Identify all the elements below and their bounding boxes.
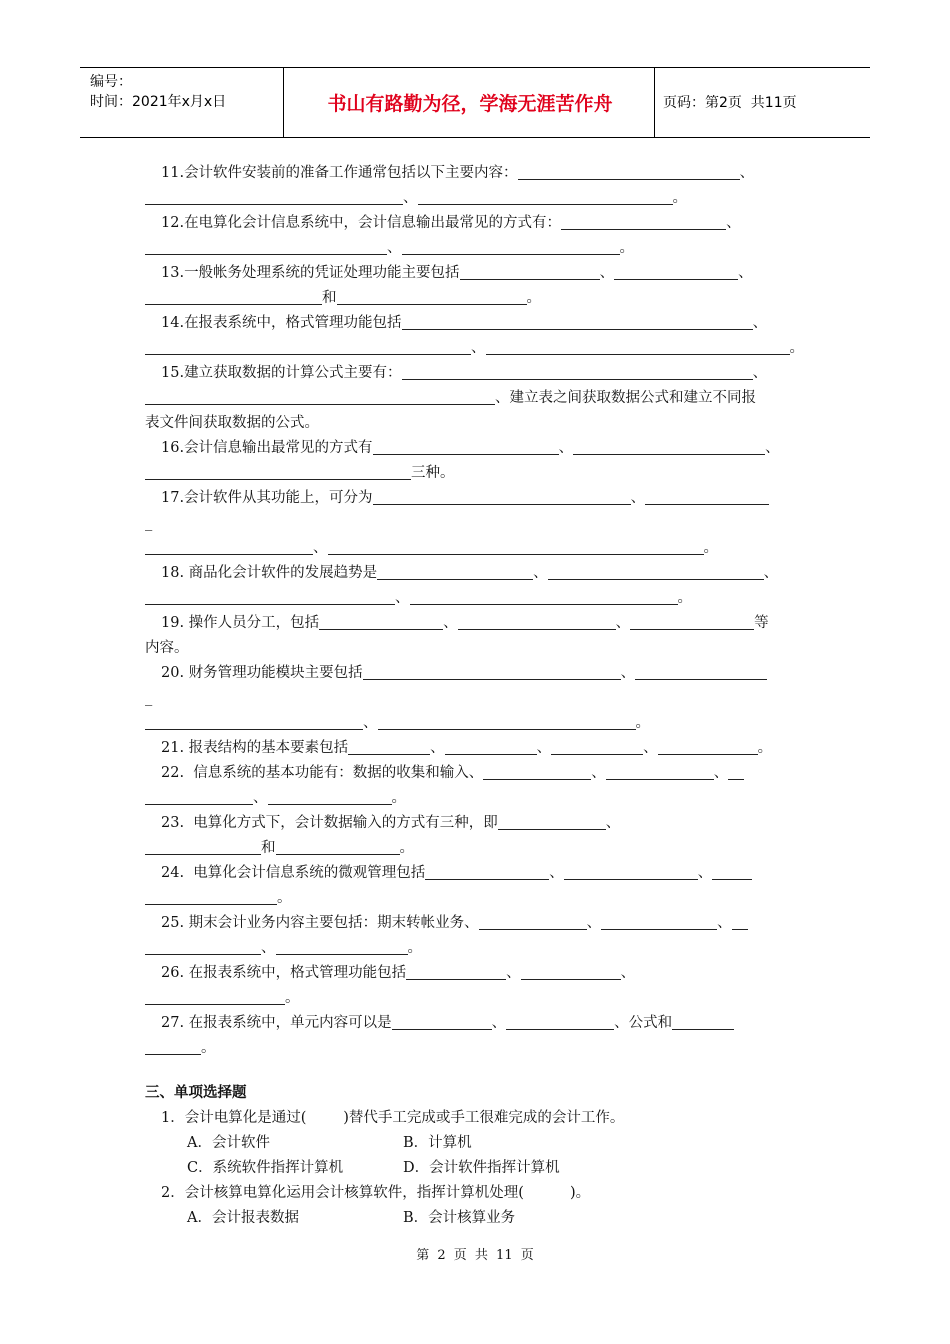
question-19 — [161, 611, 769, 636]
answer-blank[interactable] — [145, 337, 471, 355]
question-15-end — [145, 411, 319, 436]
question-text: 报表结构的基本要素包括 — [184, 740, 349, 756]
question-text: 在报表系统中，单元内容可以是 — [184, 1015, 392, 1031]
question-number: 2． — [161, 1185, 185, 1201]
question-text: 会计软件安装前的准备工作通常包括以下主要内容： — [184, 165, 518, 181]
question-number: 19. — [161, 615, 185, 631]
question-text: 操作人员分工，包括 — [184, 615, 320, 631]
punct: 、 — [430, 740, 445, 756]
question-27-cont — [145, 1036, 216, 1061]
question-11-cont — [145, 186, 687, 211]
punct: 、 — [752, 315, 768, 331]
question-14-cont — [145, 336, 804, 361]
mcq-2-stem — [161, 1181, 590, 1206]
question-15-cont — [145, 386, 756, 411]
answer-blank[interactable] — [392, 1012, 492, 1030]
question-number: 17. — [161, 490, 185, 506]
answer-blank[interactable] — [145, 787, 253, 805]
punct: 、 — [586, 915, 602, 931]
option-c[interactable]: C．系统软件指挥计算机 — [187, 1160, 344, 1176]
answer-blank[interactable] — [551, 737, 643, 755]
punct: 、 — [643, 740, 658, 756]
option-d[interactable]: D．会计软件指挥计算机 — [403, 1160, 560, 1176]
answer-blank[interactable] — [276, 837, 400, 855]
answer-blank[interactable] — [373, 487, 631, 505]
question-23-cont — [145, 836, 414, 861]
punct: 、 — [752, 365, 768, 381]
answer-blank[interactable] — [460, 262, 600, 280]
question-number: 14. — [161, 315, 185, 331]
page-footer: 第 2 页 共 11 页 — [416, 1248, 534, 1263]
answer-blank[interactable] — [145, 537, 313, 555]
question-12 — [161, 211, 741, 236]
answer-blank[interactable] — [606, 762, 714, 780]
question-number: 16. — [161, 440, 185, 456]
punct: 。 — [619, 240, 634, 256]
punct: 、 — [697, 865, 713, 881]
punct: 。 — [391, 790, 406, 806]
punct: _ — [145, 515, 153, 531]
answer-blank[interactable] — [145, 837, 261, 855]
answer-blank[interactable] — [601, 912, 717, 930]
answer-blank[interactable] — [276, 937, 408, 955]
question-17-wrap — [145, 511, 152, 536]
question-24-cont — [145, 886, 292, 911]
question-18 — [161, 561, 778, 586]
answer-blank[interactable] — [458, 612, 616, 630]
answer-blank[interactable] — [479, 912, 587, 930]
answer-blank[interactable] — [402, 312, 753, 330]
answer-blank[interactable] — [521, 962, 621, 980]
punct: 。 — [677, 590, 692, 606]
answer-blank[interactable] — [145, 187, 403, 205]
answer-blank[interactable] — [410, 587, 678, 605]
punct: 、 — [591, 765, 606, 781]
punct: 、 — [620, 665, 636, 681]
answer-blank[interactable] — [337, 287, 527, 305]
answer-blank[interactable] — [561, 212, 726, 230]
option-a[interactable]: A．会计报表数据 — [187, 1210, 299, 1226]
question-20-cont — [145, 711, 650, 736]
answer-blank[interactable] — [486, 337, 790, 355]
answer-blank[interactable] — [564, 862, 698, 880]
page-info: 页码：第2页 共11页 — [663, 95, 797, 111]
question-text: 在报表系统中，格式管理功能包括 — [184, 965, 407, 981]
answer-blank[interactable] — [328, 537, 704, 555]
question-number: 22. — [161, 765, 185, 781]
answer-blank[interactable] — [406, 962, 506, 980]
answer-blank[interactable] — [145, 1037, 201, 1055]
answer-blank[interactable] — [145, 387, 495, 405]
question-text: 期末会计业务内容主要包括：期末转帐业务、 — [184, 915, 479, 931]
answer-blank[interactable] — [712, 862, 752, 880]
question-20 — [161, 661, 767, 686]
option-b[interactable]: B．计算机 — [403, 1135, 472, 1151]
question-26-cont — [145, 986, 300, 1011]
question-text: 会计电算化是通过( )替代手工完成或手工很难完成的会计工作。 — [184, 1110, 625, 1126]
question-text: 会计信息输出最常见的方式有 — [184, 440, 373, 456]
answer-blank[interactable] — [378, 712, 636, 730]
question-number: 21. — [161, 740, 185, 756]
question-22-cont — [145, 786, 406, 811]
time-label: 时间：2021年x月x日 — [90, 94, 227, 110]
answer-blank[interactable] — [658, 737, 758, 755]
option-b[interactable]: B．会计核算业务 — [403, 1210, 516, 1226]
answer-blank[interactable] — [145, 237, 387, 255]
question-text: 商品化会计软件的发展趋势是 — [184, 565, 378, 581]
answer-blank[interactable] — [348, 737, 430, 755]
punct: 、 — [605, 815, 621, 831]
question-23 — [161, 811, 620, 836]
answer-blank[interactable] — [363, 662, 621, 680]
question-text: 一般帐务处理系统的凭证处理功能主要包括 — [184, 265, 460, 281]
punct: 。 — [526, 290, 541, 306]
connector: 和 — [261, 840, 276, 856]
punct: 、 — [536, 740, 552, 756]
question-24 — [161, 861, 752, 886]
punct: 、 — [395, 590, 410, 606]
punct: 、 — [738, 265, 753, 281]
punct: 、 — [549, 865, 564, 881]
question-text: 会计软件从其功能上，可分为 — [184, 490, 373, 506]
option-a[interactable]: A．会计软件 — [187, 1135, 270, 1151]
question-number: 24. — [161, 865, 185, 881]
motto: 书山有路勤为径，学海无涯苦作舟 — [327, 93, 613, 115]
answer-blank[interactable] — [445, 737, 537, 755]
punct: 、 — [763, 565, 779, 581]
question-14 — [161, 311, 767, 336]
answer-blank[interactable] — [145, 587, 395, 605]
punct: 、 — [443, 615, 458, 631]
question-number: 11. — [161, 165, 185, 181]
punct: 、 — [726, 215, 741, 231]
connector: 和 — [322, 290, 337, 306]
answer-blank[interactable] — [145, 987, 285, 1005]
question-text: 会计核算电算化运用会计核算软件，指挥计算机处理( )。 — [184, 1185, 591, 1201]
question-number: 25. — [161, 915, 185, 931]
answer-blank[interactable] — [518, 162, 740, 180]
question-16 — [161, 436, 780, 461]
punct: 、 — [620, 965, 636, 981]
question-11 — [161, 161, 754, 186]
question-21 — [161, 736, 772, 761]
answer-blank[interactable] — [548, 562, 764, 580]
question-number: 1． — [161, 1110, 185, 1126]
punct: 、 — [717, 915, 732, 931]
question-13 — [161, 261, 753, 286]
question-number: 12. — [161, 215, 185, 231]
punct: 、 — [387, 240, 402, 256]
punct: 、 — [765, 440, 780, 456]
punct: 、 — [630, 490, 646, 506]
page-header — [80, 67, 870, 138]
punct: 。 — [672, 190, 687, 206]
header-divider — [283, 68, 284, 137]
punct: 、 — [615, 615, 631, 631]
question-19-end — [145, 636, 189, 661]
question-26 — [161, 961, 635, 986]
punct: 、 — [471, 340, 486, 356]
punct: 、 — [363, 715, 378, 731]
answer-blank[interactable] — [506, 1012, 614, 1030]
answer-blank[interactable] — [630, 612, 754, 630]
mcq-1-stem — [161, 1106, 624, 1131]
answer-blank[interactable] — [145, 937, 261, 955]
question-text: 等 — [754, 615, 769, 631]
punct: 。 — [277, 890, 292, 906]
question-text: 三种。 — [411, 465, 455, 481]
punct: 。 — [757, 740, 773, 756]
punct: 、 — [313, 540, 328, 556]
question-22 — [161, 761, 744, 786]
question-12-cont — [145, 236, 634, 261]
question-number: 13. — [161, 265, 185, 281]
answer-blank[interactable] — [645, 487, 769, 505]
answer-blank[interactable] — [145, 462, 411, 480]
header-divider — [654, 68, 655, 137]
question-text: 、公式和 — [614, 1015, 673, 1031]
question-20-wrap — [145, 686, 152, 711]
punct: 、 — [253, 790, 268, 806]
answer-blank[interactable] — [614, 262, 738, 280]
question-number: 23. — [161, 815, 185, 831]
question-13-cont — [145, 286, 541, 311]
question-27 — [161, 1011, 734, 1036]
punct: 。 — [703, 540, 718, 556]
answer-blank[interactable] — [268, 787, 392, 805]
question-number: 18. — [161, 565, 185, 581]
question-text: 信息系统的基本功能有：数据的收集和输入、 — [184, 765, 484, 781]
punct: 、 — [713, 765, 729, 781]
question-text: 电算化方式下，会计数据输入的方式有三种，即 — [184, 815, 498, 831]
header-meta — [90, 72, 226, 112]
punct: 、 — [403, 190, 418, 206]
question-number: 27. — [161, 1015, 185, 1031]
answer-blank[interactable] — [728, 762, 744, 780]
question-text: 在电算化会计信息系统中，会计信息输出最常见的方式有： — [184, 215, 562, 231]
punct: 。 — [789, 340, 804, 356]
answer-blank[interactable] — [145, 287, 322, 305]
punct: 、 — [506, 965, 521, 981]
punct: 。 — [407, 940, 422, 956]
answer-blank[interactable] — [402, 237, 620, 255]
question-text: 电算化会计信息系统的微观管理包括 — [184, 865, 426, 881]
punct: 。 — [201, 1040, 216, 1056]
punct: 、 — [533, 565, 548, 581]
answer-blank[interactable] — [672, 1012, 734, 1030]
punct: 。 — [285, 990, 300, 1006]
punct: _ — [145, 690, 153, 706]
punct: 、 — [261, 940, 276, 956]
question-text: 在报表系统中，格式管理功能包括 — [184, 315, 402, 331]
answer-blank[interactable] — [483, 762, 591, 780]
punct: 、 — [491, 1015, 507, 1031]
punct: 。 — [399, 840, 414, 856]
punct: 、 — [739, 165, 755, 181]
answer-blank[interactable] — [635, 662, 767, 680]
answer-blank[interactable] — [145, 712, 363, 730]
question-17-cont — [145, 536, 718, 561]
answer-blank[interactable] — [498, 812, 606, 830]
number-label: 编号： — [90, 74, 132, 90]
question-25-cont — [145, 936, 422, 961]
punct: 、 — [599, 265, 615, 281]
question-text: 内容。 — [145, 640, 189, 656]
answer-blank[interactable] — [402, 362, 753, 380]
question-number: 26. — [161, 965, 185, 981]
answer-blank[interactable] — [418, 187, 673, 205]
punct: 、 — [558, 440, 574, 456]
punct: 。 — [635, 715, 650, 731]
answer-blank[interactable] — [145, 887, 277, 905]
answer-blank[interactable] — [373, 437, 559, 455]
question-text: 财务管理功能模块主要包括 — [184, 665, 363, 681]
answer-blank[interactable] — [319, 612, 443, 630]
question-text: 、建立表之间获取数据公式和建立不同报 — [495, 390, 756, 406]
answer-blank[interactable] — [573, 437, 765, 455]
answer-blank[interactable] — [377, 562, 533, 580]
section-title: 三、单项选择题 — [145, 1085, 247, 1101]
answer-blank[interactable] — [425, 862, 549, 880]
question-16-cont — [145, 461, 455, 486]
question-number: 15. — [161, 365, 185, 381]
question-18-cont — [145, 586, 692, 611]
question-15 — [161, 361, 767, 386]
question-25 — [161, 911, 748, 936]
question-17 — [161, 486, 769, 511]
question-text: 建立获取数据的计算公式主要有： — [184, 365, 402, 381]
question-text: 表文件间获取数据的公式。 — [145, 415, 319, 431]
answer-blank[interactable] — [732, 912, 748, 930]
question-number: 20. — [161, 665, 185, 681]
